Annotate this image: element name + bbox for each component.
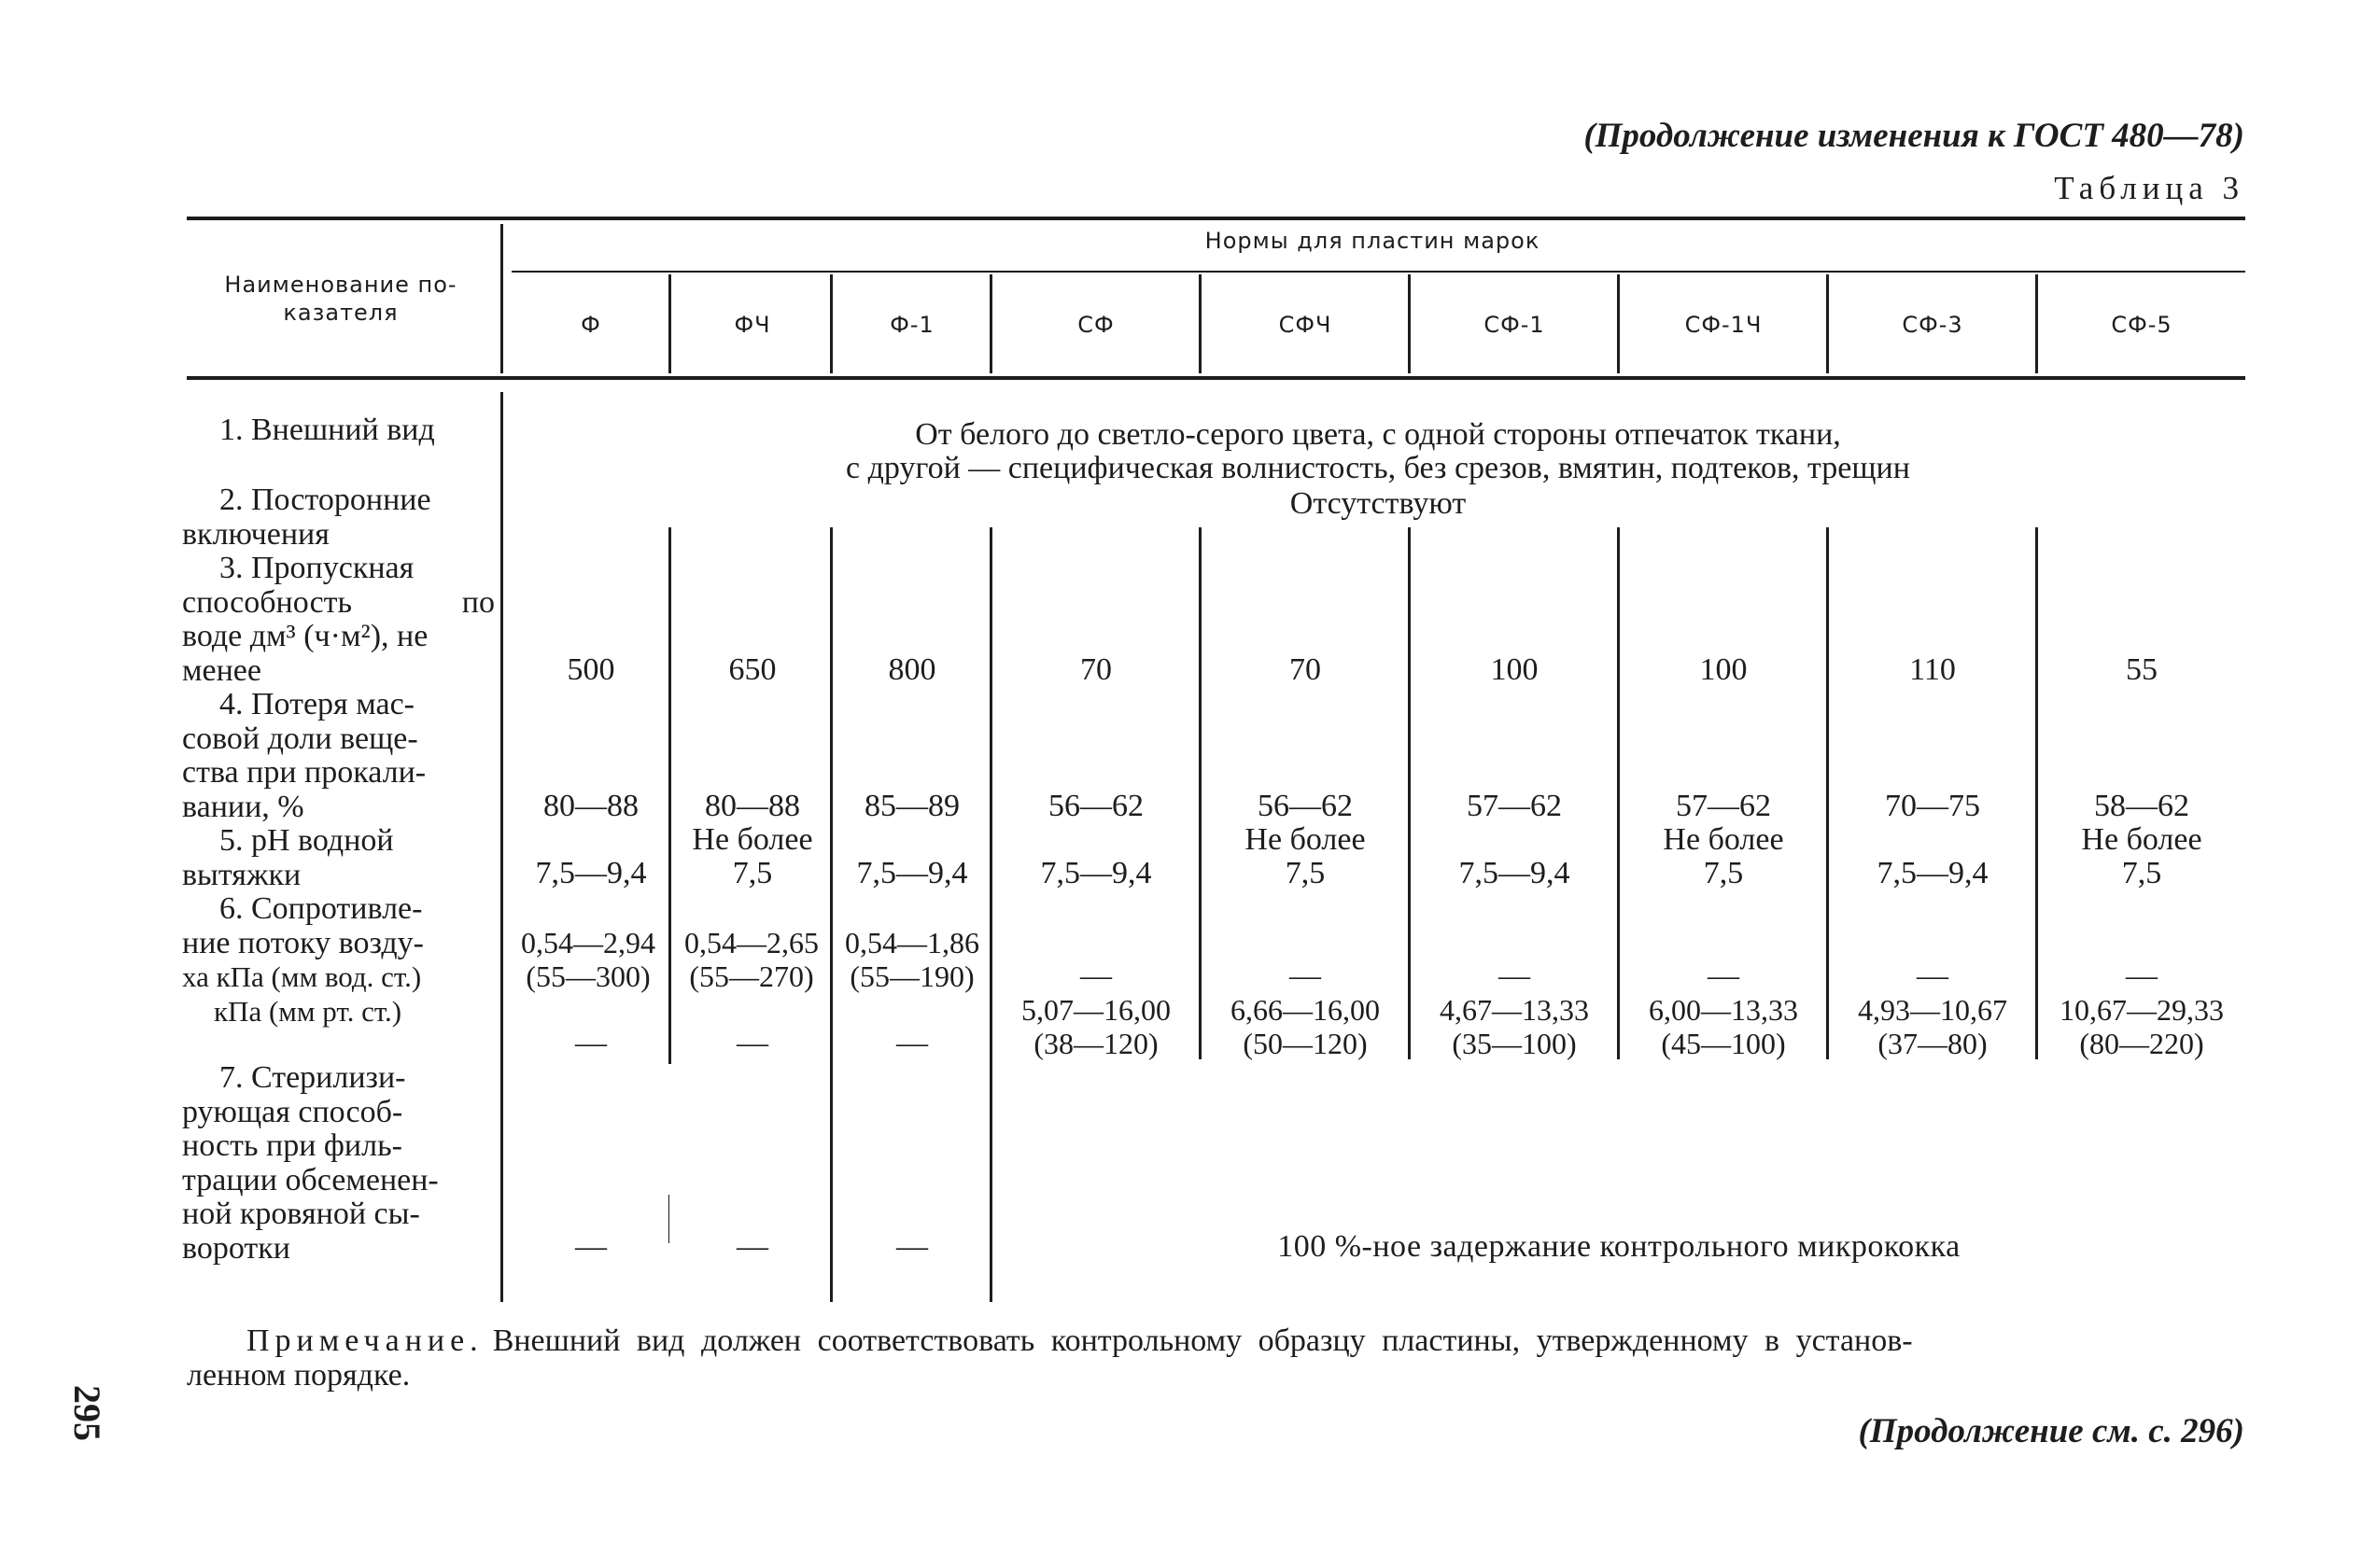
table-top-rule [187,217,2245,220]
note: Примечание. Внешний вид должен соответствовать контрольному образцу пластины, утвержденному в установ- ленном порядке. [187,1323,1913,1393]
resistance-hg-f1: — [896,1026,928,1060]
ph-sfch: Не более 7,5 [1244,822,1366,890]
ph-sf1: 7,5—9,4 [1458,856,1570,890]
name-header: Наименование по- казателя [224,272,457,326]
header-col-rule [1826,274,1829,373]
header-col-rule [1199,274,1202,373]
throughput-sf3: 110 [1909,652,1956,687]
name-column-rule-body [500,392,503,1302]
sterilizing-f: — [575,1229,607,1264]
sterilizing-fch: — [737,1229,768,1264]
throughput-sf1: 100 [1490,652,1539,687]
resistance-water-sf5: — [2126,959,2158,993]
note-label: Примечание. [246,1323,484,1358]
table-label: Таблица 3 [2054,170,2244,206]
throughput-sf: 70 [1080,652,1112,687]
row-name-resistance: 6. Сопротивле- ние потоку возду- ха кПа (мм вод. ст.) кПа (мм рт. ст.) [182,891,424,1028]
ph-sf: 7,5—9,4 [1040,856,1152,890]
page-number: 295 [66,1385,108,1441]
throughput-f1: 800 [888,652,936,687]
ph-f1: 7,5—9,4 [856,856,968,890]
ph-sf1ch: Не более 7,5 [1663,822,1784,890]
throughput-fch: 650 [728,652,777,687]
header-col-rule [668,274,671,373]
resistance-water-sf1ch: — [1708,959,1739,993]
ph-sf5: Не более 7,5 [2081,822,2202,890]
row-name-appearance: 1. Внешний вид [219,413,435,447]
header-col-rule [2035,274,2038,373]
mass-loss-f: 80—88 [543,789,639,823]
row-name-sterilizing: 7. Стерилизи- рующая способ- ность при филь- трации обсеменен- ной кровяной сы- воротки [182,1060,439,1266]
body-col-rule [2035,527,2038,1059]
row-name-mass-loss: 4. Потеря мас- совой доли веще- ства при прокали- вании, % [182,687,427,824]
sterilizing-sf-group: 100 %-ное задержание контрольного микрококка [1277,1229,1961,1264]
ph-sf3: 7,5—9,4 [1877,856,1989,890]
body-col-rule [1826,527,1829,1059]
mass-loss-f1: 85—89 [865,789,960,823]
resistance-water-fch: 0,54—2,65 (55—270) [684,926,819,993]
mass-loss-fch: 80—88 [705,789,800,823]
sterilizing-f1: — [896,1229,928,1264]
norms-header: Нормы для пластин марок [1204,228,1540,254]
column-header-sf5: СФ-5 [2111,312,2172,338]
body-col-rule [1199,527,1202,1059]
header-bottom-rule [187,376,2245,380]
column-header-sf1ch: СФ-1Ч [1684,312,1763,338]
appearance-value: От белого до светло-серого цвета, с одной стороны отпечаток ткани, с другой — специфическая волнистость, без срезов, вмятин, подтеков, трещин [846,417,1910,485]
header-inner-rule [512,271,2245,273]
mass-loss-sf5: 58—62 [2094,789,2189,823]
mass-loss-sfch: 56—62 [1258,789,1353,823]
column-header-sfch: СФЧ [1278,312,1332,338]
column-header-sf3: СФ-3 [1902,312,1963,338]
resistance-hg-sfch: 6,66—16,00 (50—120) [1230,993,1380,1060]
column-header-sf1: СФ-1 [1483,312,1545,338]
resistance-hg-sf: 5,07—16,00 (38—120) [1021,993,1171,1060]
footer-continuation: (Продолжение см. с. 296) [1858,1412,2244,1450]
name-column-rule [500,224,503,373]
body-col-rule [990,527,992,1302]
mass-loss-sf1ch: 57—62 [1676,789,1771,823]
throughput-f: 500 [567,652,615,687]
throughput-sf1ch: 100 [1699,652,1748,687]
column-header-f1: Ф-1 [890,312,935,338]
row-name-inclusions: 2. Посторонние включения [182,483,431,552]
continuation-header: (Продолжение изменения к ГОСТ 480—78) [1583,117,2244,155]
mass-loss-sf1: 57—62 [1467,789,1562,823]
resistance-water-sf1: — [1498,959,1530,993]
body-col-rule [1408,527,1411,1059]
mass-loss-sf: 56—62 [1048,789,1144,823]
ph-fch: Не более 7,5 [692,822,813,890]
body-col-rule [830,527,833,1302]
column-header-sf: СФ [1077,312,1115,338]
row-name-throughput: 3. Пропускная способность по воде дм³ (ч·м²), не менее [182,551,495,688]
header-col-rule [1408,274,1411,373]
resistance-hg-f: — [575,1026,607,1060]
resistance-hg-sf1ch: 6,00—13,33 (45—100) [1649,993,1798,1060]
body-col-rule [1617,527,1620,1059]
resistance-hg-sf1: 4,67—13,33 (35—100) [1440,993,1589,1060]
resistance-water-f1: 0,54—1,86 (55—190) [845,926,979,993]
mass-loss-sf3: 70—75 [1885,789,1980,823]
header-col-rule [830,274,833,373]
inclusions-value: Отсутствуют [1289,486,1467,521]
column-header-fch: ФЧ [734,312,771,338]
resistance-hg-fch: — [737,1026,768,1060]
resistance-water-sf3: — [1917,959,1948,993]
resistance-water-sf: — [1080,959,1112,993]
header-col-rule [1617,274,1620,373]
resistance-water-f: 0,54—2,94 (55—300) [521,926,655,993]
resistance-hg-sf5: 10,67—29,33 (80—220) [2060,993,2224,1060]
column-header-f: Ф [581,312,601,338]
resistance-hg-sf3: 4,93—10,67 (37—80) [1858,993,2007,1060]
ph-f: 7,5—9,4 [535,856,647,890]
header-col-rule [990,274,992,373]
row-name-ph: 5. pH водной вытяжки [182,823,394,892]
throughput-sfch: 70 [1289,652,1321,687]
resistance-water-sfch: — [1289,959,1321,993]
throughput-sf5: 55 [2126,652,2158,687]
